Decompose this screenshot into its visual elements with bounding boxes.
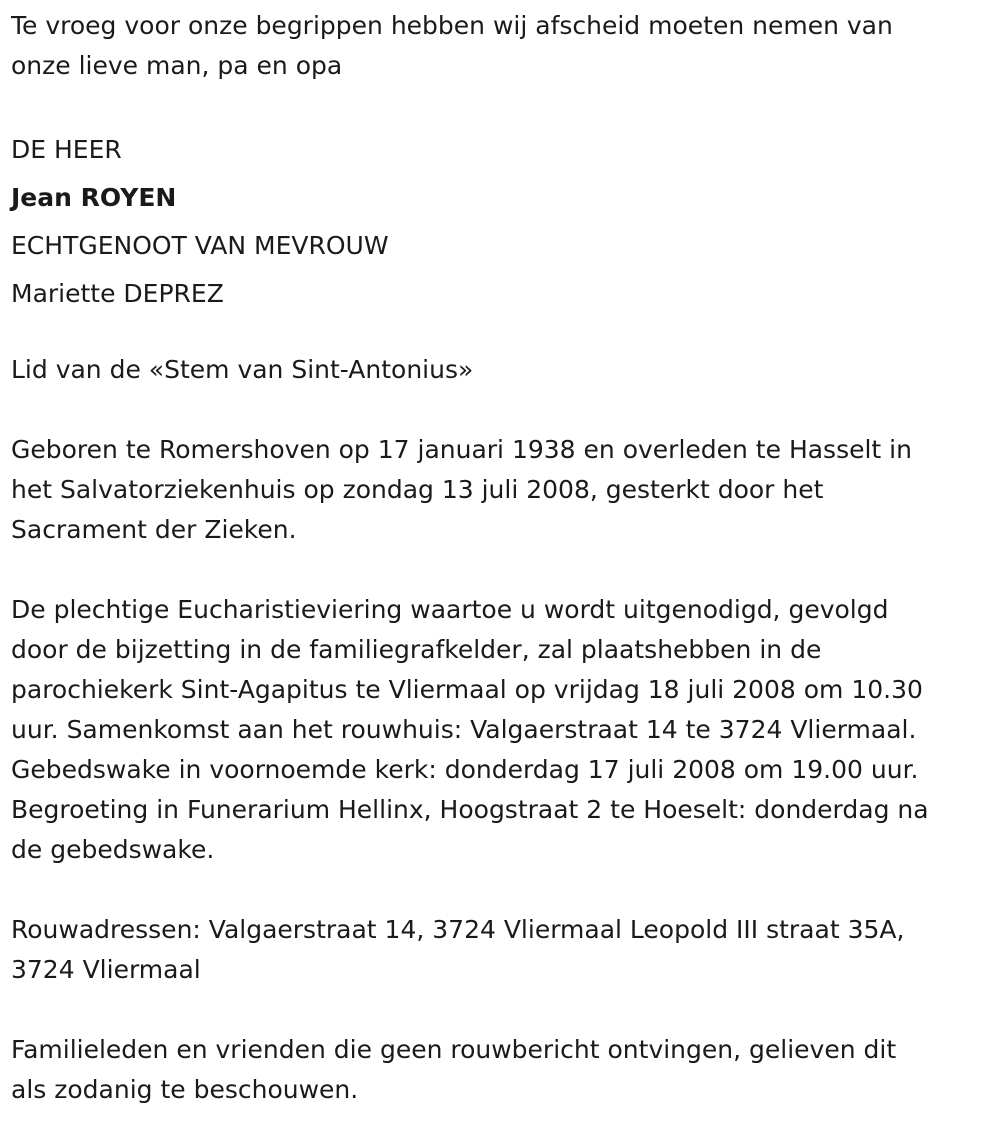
ceremony-line-5: Gebedswake in voornoemde kerk: donderdag 17 juli 2008 om 19.00 uur.: [11, 755, 919, 784]
intro-paragraph: [11, 6, 991, 86]
birth-line-2: het Salvatorziekenhuis op zondag 13 juli 2008, gesterkt door het: [11, 475, 824, 504]
closing-paragraph: [11, 1030, 991, 1110]
ceremony-line-4: uur. Samenkomst aan het rouwhuis: Valgaerstraat 14 te 3724 Vliermaal.: [11, 715, 917, 744]
ceremony-line-2: door de bijzetting in de familiegrafkelder, zal plaatshebben in de: [11, 635, 822, 664]
ceremony-line-3: parochiekerk Sint-Agapitus te Vliermaal op vrijdag 18 juli 2008 om 10.30: [11, 675, 923, 704]
ceremony-line-6: Begroeting in Funerarium Hellinx, Hoogstraat 2 te Hoeselt: donderdag na: [11, 795, 929, 824]
names-block: [11, 126, 991, 318]
closing-line-1: Familieleden en vrienden die geen rouwbericht ontvingen, gelieven dit: [11, 1035, 897, 1064]
addresses-line-1: Rouwadressen: Valgaerstraat 14, 3724 Vliermaal Leopold III straat 35A,: [11, 915, 905, 944]
closing-line-2: als zodanig te beschouwen.: [11, 1075, 359, 1104]
ceremony-paragraph: [11, 590, 991, 870]
ceremony-line-1: De plechtige Eucharistieviering waartoe u wordt uitgenodigd, gevolgd: [11, 595, 889, 624]
birth-death-paragraph: [11, 430, 991, 550]
deceased-name: Jean ROYEN: [11, 183, 177, 212]
addresses-line-2: 3724 Vliermaal: [11, 955, 201, 984]
addresses-paragraph: [11, 910, 991, 990]
birth-line-1: Geboren te Romershoven op 17 januari 1938 en overleden te Hasselt in: [11, 435, 912, 464]
ceremony-line-7: de gebedswake.: [11, 835, 215, 864]
spouse-label: ECHTGENOOT VAN MEVROUW: [11, 231, 389, 260]
intro-line-1: Te vroeg voor onze begrippen hebben wij afscheid moeten nemen van: [11, 11, 893, 40]
spouse-name: Mariette DEPREZ: [11, 279, 224, 308]
honorific-title: DE HEER: [11, 135, 122, 164]
intro-line-2: onze lieve man, pa en opa: [11, 51, 343, 80]
membership-line: Lid van de «Stem van Sint-Antonius»: [11, 355, 474, 384]
birth-line-3: Sacrament der Zieken.: [11, 515, 297, 544]
membership-paragraph: [11, 350, 991, 390]
